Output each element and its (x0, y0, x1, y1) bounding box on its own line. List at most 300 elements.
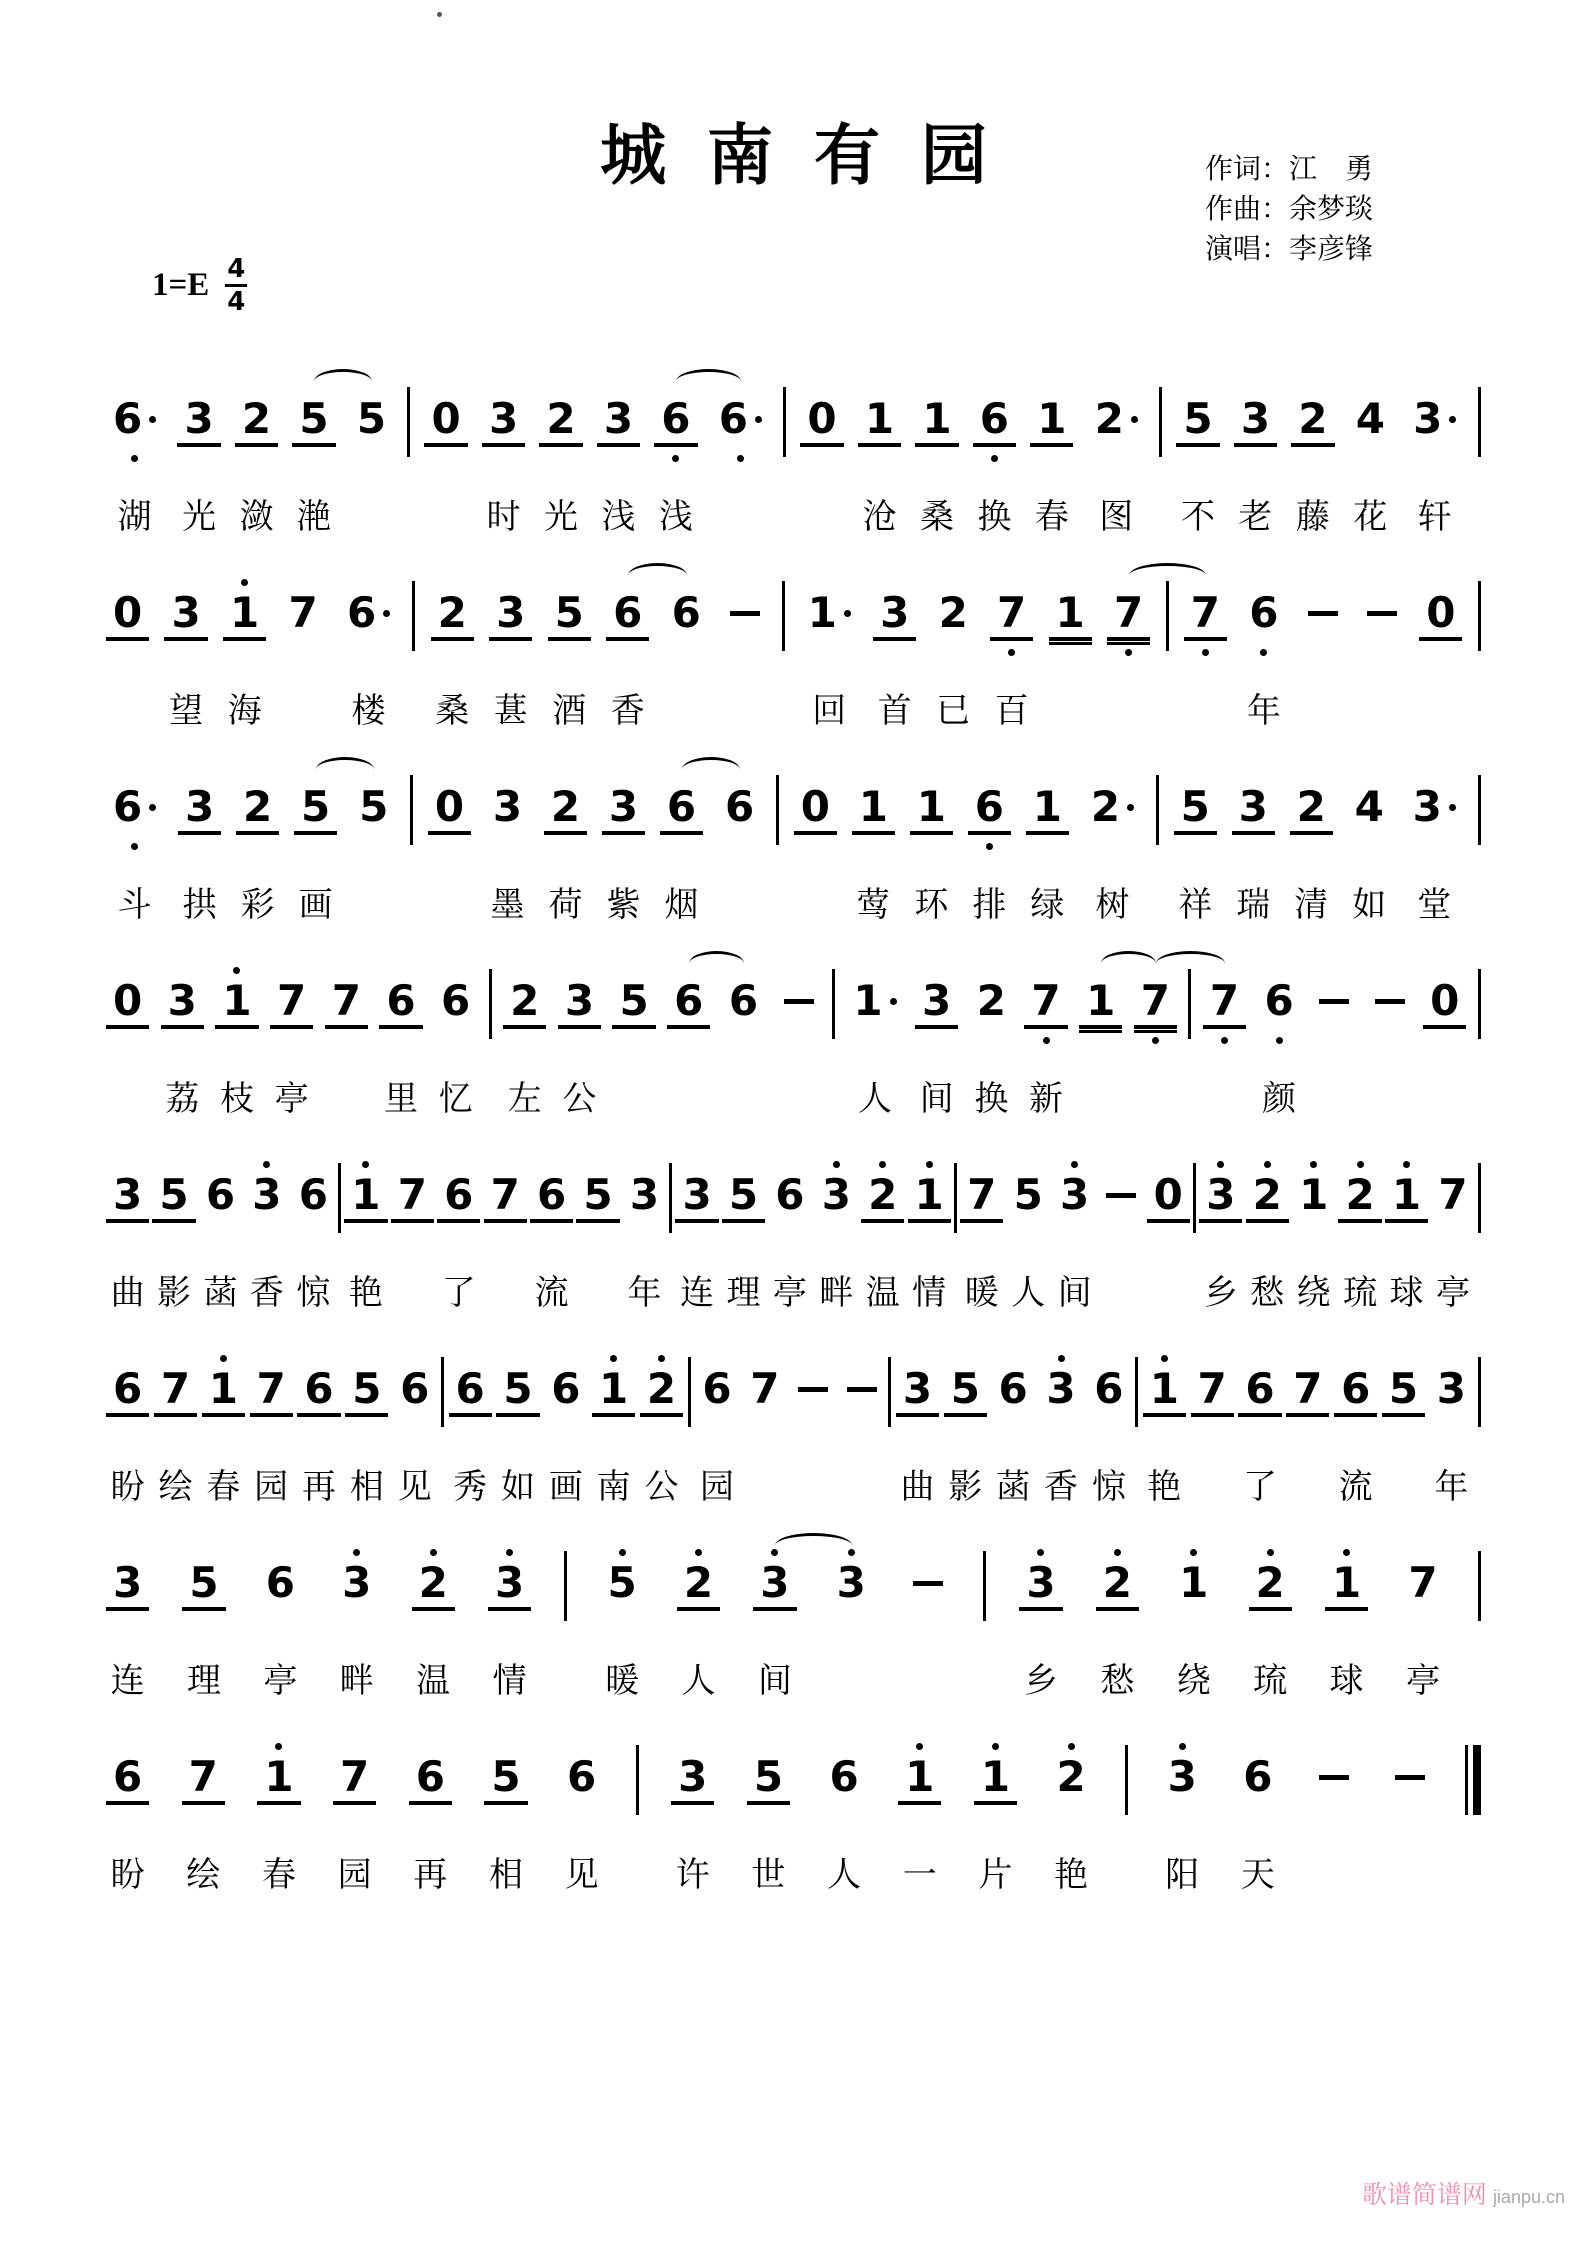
note-number: 1 (208, 1364, 238, 1413)
octave-dot (131, 455, 138, 462)
note-number: 5 (359, 782, 389, 831)
note-number: 6 (113, 782, 143, 831)
note-token (1334, 1352, 1377, 1505)
note-number: 6 (441, 976, 471, 1025)
lyric-syllable: 彩 (240, 887, 275, 924)
note-token (1143, 1352, 1186, 1505)
barline (669, 1158, 672, 1310)
lyric-syllable: 乡 (1203, 1275, 1238, 1312)
score-line (106, 382, 1481, 535)
note-token (1232, 770, 1275, 923)
octave-dot (362, 1161, 369, 1168)
note-token (391, 1158, 434, 1311)
note-number: 1 (853, 976, 883, 1025)
lyric-syllable: 画 (298, 887, 333, 924)
note-token (161, 964, 204, 1117)
octave-dot (1217, 1161, 1224, 1168)
lyric-syllable: 菡 (203, 1275, 238, 1312)
barline (783, 382, 786, 534)
note-token (409, 1740, 452, 1893)
note-token (1401, 1546, 1444, 1699)
note-token (106, 1158, 149, 1311)
note-number: 6 (1264, 976, 1294, 1025)
octave-dot-below-slot (991, 447, 998, 463)
octave-dot-below-slot (131, 835, 138, 851)
note-number: 2 (1094, 394, 1124, 443)
lyric-syllable: 花 (1353, 499, 1388, 536)
note-token (858, 382, 901, 535)
note-token (223, 576, 266, 729)
note-token (1172, 1546, 1215, 1699)
note-number: 1 (1299, 1170, 1329, 1219)
note-number: 6 (415, 1752, 445, 1801)
octave-dot-below-slot (737, 447, 744, 463)
note-number: 1 (914, 1170, 944, 1219)
note-number: 3 (113, 1558, 143, 1607)
note-token (335, 1546, 378, 1699)
note-number: 7 (490, 1170, 520, 1219)
note-number: 0 (113, 588, 143, 637)
octave-dot (986, 843, 993, 850)
note-number: 6 (444, 1170, 474, 1219)
note-token (592, 1352, 635, 1505)
note-number: 1 (599, 1364, 629, 1413)
note-token (412, 1546, 455, 1699)
note-number: 6 (775, 1170, 805, 1219)
note-token (333, 1740, 376, 1893)
note-token (640, 1352, 683, 1505)
note-number: 3 (760, 1558, 790, 1607)
note-number: 7 (1408, 1558, 1438, 1607)
note-token (654, 382, 697, 535)
slur-arc (689, 951, 744, 976)
note-number: 3 (342, 1558, 372, 1607)
note-token (873, 576, 916, 729)
note-token (489, 576, 532, 729)
lyric-syllable: 楼 (351, 693, 386, 730)
note-number: 5 (189, 1558, 219, 1607)
note-token (1191, 1352, 1234, 1505)
note-token (671, 1740, 714, 1893)
lyric-syllable: 乡 (1023, 1663, 1058, 1700)
barline (688, 1352, 691, 1504)
barline (1478, 1352, 1481, 1504)
octave-dot (695, 1549, 702, 1556)
note-number: 5 (1183, 394, 1213, 443)
note-token (1053, 1158, 1096, 1311)
dash-note (1360, 576, 1404, 729)
rest-token (424, 382, 467, 535)
slur-arc (1129, 563, 1206, 588)
barline (338, 1158, 341, 1310)
time-signature-bottom: 4 (227, 287, 246, 317)
note-token (960, 1158, 1003, 1311)
lyric-syllable: 祥 (1178, 887, 1213, 924)
rest-token (106, 964, 149, 1117)
note-number: 6 (536, 1170, 567, 1219)
lyric-syllable: 盼 (110, 1469, 145, 1506)
note-token (245, 1158, 288, 1311)
rest-token (800, 382, 843, 535)
lyric-syllable: 换 (974, 1081, 1009, 1118)
song-title: 城南有园 (600, 118, 1028, 192)
augmentation-dot (1131, 416, 1138, 423)
octave-dot-below-slot (1043, 1029, 1050, 1045)
lyric-syllable: 间 (1057, 1275, 1092, 1312)
note-number: 5 (159, 1170, 189, 1219)
note-number: 5 (753, 1752, 784, 1801)
barline (1478, 382, 1481, 534)
lyric-syllable: 墨 (490, 887, 525, 924)
octave-dot (1071, 1161, 1078, 1168)
note-number: 7 (277, 976, 307, 1025)
octave-dot (1190, 1549, 1197, 1556)
note-token (1406, 770, 1463, 923)
note-token (722, 1158, 765, 1311)
dash-note (777, 964, 821, 1117)
note-token (815, 1158, 858, 1311)
note-token (973, 382, 1016, 535)
note-token (915, 382, 958, 535)
octave-dot (1202, 649, 1209, 656)
lyric-syllable: 间 (919, 1081, 954, 1118)
note-token (530, 1158, 573, 1311)
lyric-syllable: 海 (227, 693, 262, 730)
note-token (675, 1158, 718, 1311)
lyric-syllable: 酒 (552, 693, 587, 730)
lyric-syllable: 滟 (296, 499, 331, 536)
octave-dot (1260, 649, 1267, 656)
note-token (1292, 1158, 1335, 1311)
note-token (1290, 770, 1333, 923)
augmentation-dot (1127, 804, 1134, 811)
lyric-syllable: 年 (627, 1275, 662, 1312)
lyric-syllable: 排 (972, 887, 1007, 924)
note-token (154, 1352, 197, 1505)
note-number: 7 (188, 1752, 218, 1801)
lyric-syllable: 烟 (664, 887, 699, 924)
lyric-syllable: 轩 (1417, 499, 1452, 536)
note-token (743, 1352, 786, 1505)
note-number: 1 (229, 588, 260, 637)
note-token (199, 1158, 242, 1311)
note-token (482, 382, 525, 535)
note-token (250, 1352, 293, 1505)
credit-lyricist-name: 江 勇 (1289, 154, 1374, 185)
note-token (990, 576, 1033, 729)
note-token (1246, 1158, 1289, 1311)
lyric-syllable: 见 (564, 1857, 599, 1894)
barline (983, 1546, 986, 1698)
note-number: 1 (1032, 782, 1063, 831)
lyric-syllable: 亭 (1435, 1275, 1470, 1312)
note-token (294, 770, 337, 923)
note-token (496, 1352, 539, 1505)
note-token (908, 1158, 951, 1311)
note-token (235, 382, 278, 535)
note-token (106, 1546, 149, 1699)
lyric-syllable: 许 (675, 1857, 710, 1894)
note-number: 5 (301, 782, 331, 831)
lyric-syllable: 瑞 (1236, 887, 1271, 924)
note-number: 7 (997, 588, 1027, 637)
note-number: 2 (1252, 1170, 1282, 1219)
note-number: 1 (922, 394, 952, 443)
note-token (345, 1352, 388, 1505)
note-number: 6 (400, 1364, 430, 1413)
barline (1159, 382, 1162, 534)
note-number: 6 (674, 976, 704, 1025)
note-number: 7 (1140, 976, 1170, 1025)
note-token (1249, 1546, 1292, 1699)
note-token (437, 1158, 480, 1311)
dash-note (1099, 1158, 1143, 1311)
lyric-syllable: 琉 (1253, 1663, 1288, 1700)
note-token (1238, 1352, 1281, 1505)
note-number: 3 (184, 394, 214, 443)
lyric-syllable: 盼 (110, 1857, 145, 1894)
augmentation-dot (149, 416, 156, 423)
octave-dot (241, 579, 248, 586)
note-number: 6 (979, 394, 1010, 443)
note-number: 2 (976, 976, 1006, 1025)
lyric-syllable: 见 (397, 1469, 432, 1506)
note-token (623, 1158, 666, 1311)
note-number: 0 (1153, 1170, 1183, 1219)
note-token (576, 1158, 619, 1311)
note-number: 6 (113, 1364, 143, 1413)
augmentation-dot (890, 998, 897, 1005)
lyric-syllable: 片 (978, 1857, 1013, 1894)
lyric-syllable: 树 (1095, 887, 1130, 924)
octave-dot-below-slot (1276, 1029, 1283, 1045)
lyric-syllable: 回 (812, 693, 847, 730)
lyric-syllable: 天 (1240, 1857, 1275, 1894)
octave-dot (1264, 1161, 1271, 1168)
note-number: 3 (1240, 394, 1271, 443)
lyric-syllable: 光 (544, 499, 578, 536)
lyric-syllable: 艳 (1054, 1857, 1089, 1894)
note-token (152, 1158, 195, 1311)
lyric-syllable: 再 (413, 1857, 448, 1894)
note-number: 7 (1438, 1170, 1468, 1219)
lyric-syllable: 理 (187, 1663, 221, 1700)
score-line (106, 576, 1481, 729)
lyric-syllable: 人 (857, 1081, 892, 1118)
lyric-syllable: 秀 (453, 1469, 488, 1506)
octave-dot-below-slot (1008, 641, 1015, 657)
note-number: 3 (922, 976, 952, 1025)
note-token (612, 964, 655, 1117)
octave-dot-below-slot (672, 447, 679, 463)
note-token (1039, 1352, 1082, 1505)
note-number: 0 (807, 394, 837, 443)
note-number: 3 (1046, 1364, 1076, 1413)
lyric-syllable: 暖 (605, 1663, 640, 1700)
note-token (852, 770, 895, 923)
note-number: 5 (728, 1170, 759, 1219)
note-number: 2 (1345, 1170, 1375, 1219)
score-line (106, 770, 1481, 923)
note-number: 1 (980, 1752, 1011, 1801)
note-token (970, 964, 1013, 1117)
note-number: 1 (1055, 588, 1085, 637)
octave-dot (1179, 1743, 1186, 1750)
note-token (484, 1740, 527, 1893)
note-token (861, 1158, 904, 1311)
note-token (915, 964, 958, 1117)
note-token (106, 382, 163, 535)
augmentation-dot (1449, 804, 1456, 811)
note-number: 3 (496, 588, 526, 637)
note-number: 1 (1391, 1170, 1422, 1219)
octave-dot-below-slot (131, 447, 138, 463)
note-number: 6 (386, 976, 416, 1025)
note-number: 1 (1179, 1558, 1209, 1607)
lyric-syllable: 潋 (239, 499, 274, 536)
note-number: 7 (331, 976, 361, 1025)
final-barline (1465, 1740, 1481, 1892)
lyric-syllable: 首 (877, 693, 912, 730)
barline (1478, 964, 1481, 1116)
note-number: 2 (1255, 1558, 1285, 1607)
lyric-syllable: 影 (948, 1469, 983, 1506)
note-token (1176, 382, 1219, 535)
lyric-syllable: 琉 (1343, 1275, 1378, 1312)
lyric-syllable: 香 (249, 1275, 284, 1312)
note-token (712, 382, 769, 535)
octave-dot (1267, 1549, 1274, 1556)
note-token (602, 770, 645, 923)
octave-dot (353, 1549, 360, 1556)
score (106, 382, 1481, 1934)
lyric-syllable: 紫 (606, 887, 641, 924)
octave-dot (131, 843, 138, 850)
note-token (1096, 1546, 1139, 1699)
lyric-syllable: 畔 (339, 1663, 374, 1700)
note-number: 3 (836, 1558, 866, 1607)
note-number: 1 (916, 782, 946, 831)
note-number: 6 (998, 1364, 1028, 1413)
score-line (106, 1740, 1481, 1893)
note-token (1026, 770, 1069, 923)
note-token (968, 770, 1011, 923)
note-token (106, 770, 163, 923)
note-token (1338, 1158, 1381, 1311)
lyric-syllable: 暖 (964, 1275, 999, 1312)
note-token (379, 964, 422, 1117)
note-token (1236, 1740, 1279, 1893)
lyric-syllable: 绿 (1030, 887, 1065, 924)
note-number: 6 (205, 1170, 236, 1219)
note-number: 6 (974, 782, 1005, 831)
note-token (1079, 964, 1122, 1117)
note-number: 5 (619, 976, 649, 1025)
lyric-syllable: 连 (680, 1275, 715, 1312)
note-number: 7 (1114, 588, 1144, 637)
note-number: 6 (724, 782, 755, 831)
lyric-syllable: 温 (416, 1663, 451, 1700)
note-number: 3 (1060, 1170, 1090, 1219)
lyric-syllable: 人 (827, 1857, 862, 1894)
octave-dot (1221, 1037, 1228, 1044)
note-number: 6 (661, 394, 691, 443)
note-number: 2 (1090, 782, 1121, 831)
time-signature-top: 4 (227, 254, 246, 284)
note-number: 2 (546, 394, 576, 443)
octave-dot (737, 455, 744, 462)
note-token (660, 770, 703, 923)
octave-dot (1152, 1037, 1159, 1044)
octave-dot (1058, 1355, 1065, 1362)
augmentation-dot (149, 804, 156, 811)
note-number: 3 (1413, 394, 1443, 443)
octave-dot-below-slot (986, 835, 993, 851)
lyric-syllable: 亭 (1405, 1663, 1440, 1700)
note-number: 3 (902, 1364, 933, 1413)
note-number: 3 (171, 588, 201, 637)
augmentation-dot (755, 416, 762, 423)
note-token (1199, 1158, 1242, 1311)
score-line (106, 1546, 1481, 1699)
slur-arc (316, 757, 374, 782)
note-number: 3 (1026, 1558, 1056, 1607)
note-token (1184, 576, 1227, 729)
note-token (297, 1352, 340, 1505)
lyric-syllable: 荔 (165, 1081, 200, 1118)
barline (412, 576, 415, 728)
lyric-syllable: 连 (110, 1663, 145, 1700)
octave-dot (1357, 1161, 1364, 1168)
slur-arc (1101, 951, 1156, 976)
barline (1125, 1740, 1128, 1892)
dash-note (840, 1352, 884, 1505)
note-number: 6 (718, 394, 748, 443)
note-token (236, 770, 279, 923)
lyric-syllable: 望 (169, 693, 204, 730)
note-number: 7 (340, 1752, 370, 1801)
note-number: 6 (1094, 1364, 1124, 1413)
lyric-syllable: 流 (534, 1275, 569, 1312)
lyric-syllable: 清 (1294, 887, 1329, 924)
lyric-syllable: 香 (610, 693, 645, 730)
note-token (259, 1546, 302, 1699)
lyric-syllable: 艳 (1147, 1469, 1182, 1506)
lyric-syllable: 亭 (772, 1275, 807, 1312)
slur-arc (676, 369, 741, 394)
lyric-syllable: 堂 (1417, 887, 1452, 924)
note-number: 7 (1190, 588, 1220, 637)
lyric-syllable: 愁 (1250, 1275, 1285, 1312)
note-number: 2 (418, 1558, 448, 1607)
note-token (1050, 1740, 1093, 1893)
lyric-syllable: 情 (912, 1275, 947, 1312)
note-number: 5 (503, 1364, 533, 1413)
lyric-syllable: 拱 (182, 887, 217, 924)
note-number: 3 (629, 1170, 660, 1219)
octave-dot (233, 967, 240, 974)
barline (1188, 964, 1191, 1116)
note-number: 5 (1388, 1364, 1419, 1413)
note-token (178, 770, 221, 923)
key-signature (152, 256, 247, 315)
note-number: 0 (1430, 976, 1460, 1025)
note-number: 3 (603, 394, 634, 443)
barline (489, 964, 492, 1116)
note-token (822, 1740, 865, 1893)
octave-dot (672, 455, 679, 462)
note-token (1007, 1158, 1050, 1311)
